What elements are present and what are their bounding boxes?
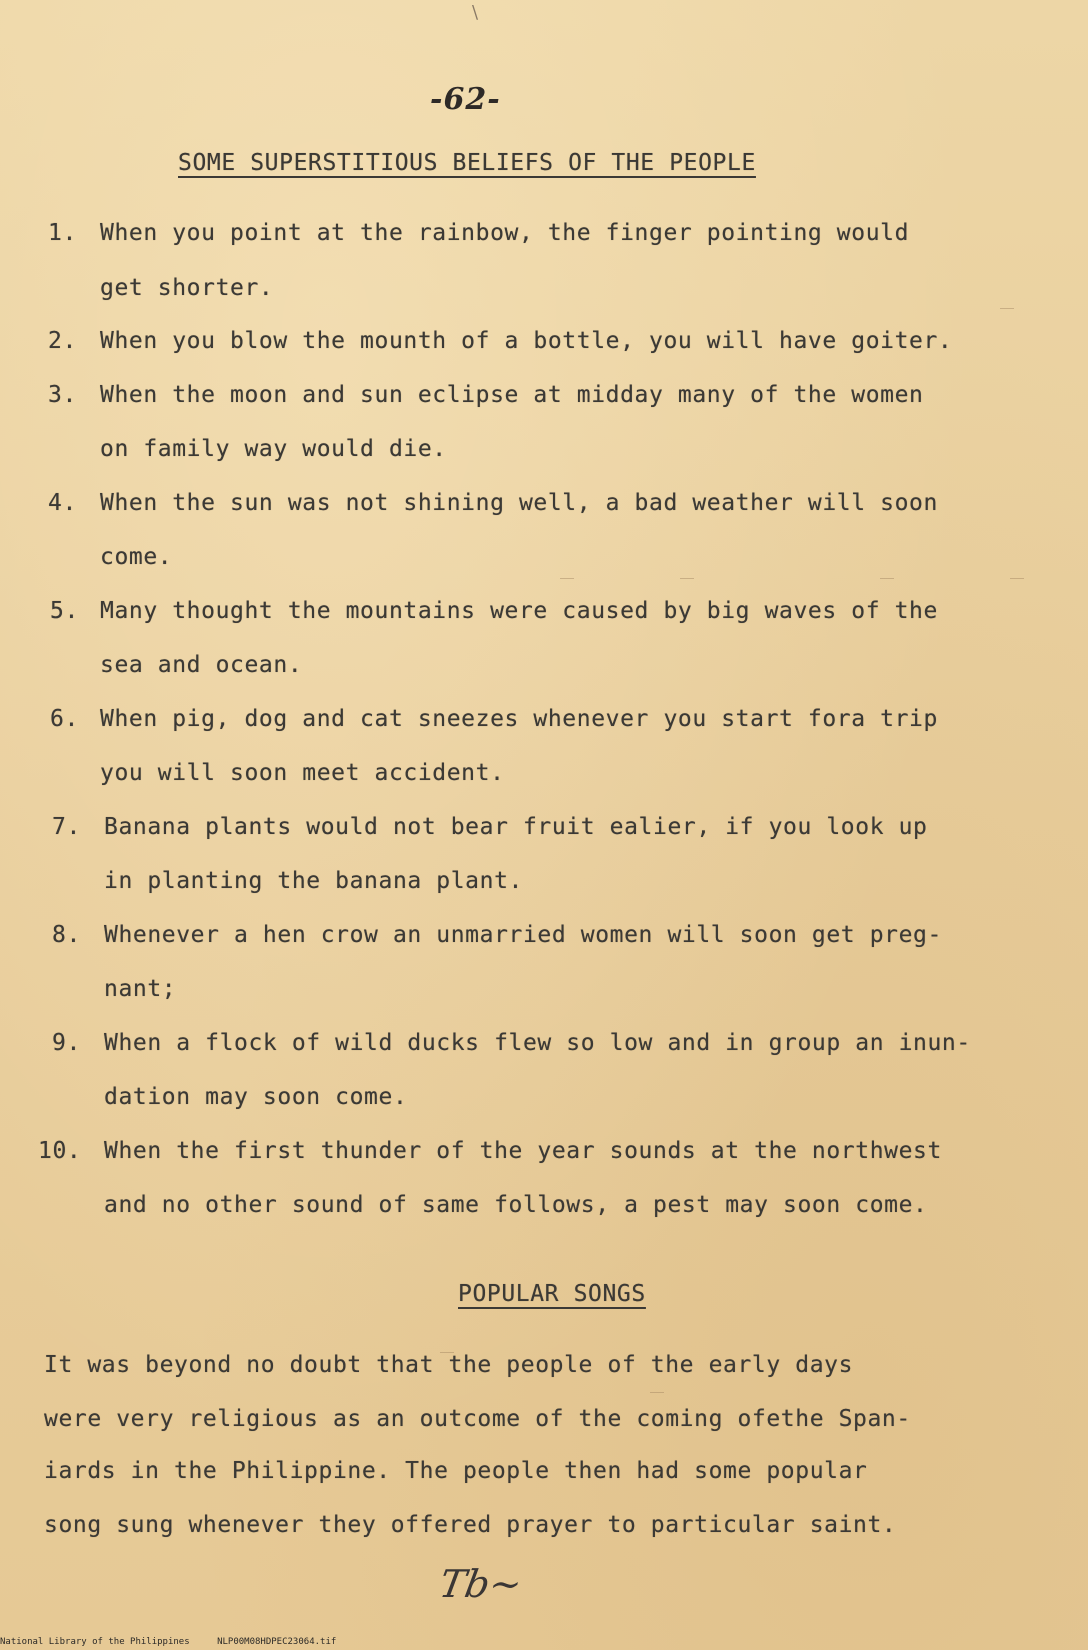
belief-number: 4. xyxy=(48,490,77,516)
paragraph-line: song sung whenever they offered prayer to particular saint. xyxy=(44,1512,897,1538)
belief-line: dation may soon come. xyxy=(104,1084,408,1110)
paragraph-line: It was beyond no doubt that the people of the early days xyxy=(44,1352,854,1378)
footer-file: NLP00M08HDPEC23064.tif xyxy=(217,1637,337,1647)
belief-number: 8. xyxy=(52,922,81,948)
paragraph-line: iards in the Philippine. The people then had some popular xyxy=(44,1458,868,1484)
belief-number: 9. xyxy=(52,1030,81,1056)
belief-line: When the moon and sun eclipse at midday many of the women xyxy=(100,382,924,408)
belief-number: 6. xyxy=(50,706,79,732)
belief-number: 3. xyxy=(48,382,77,408)
belief-line: When you point at the rainbow, the finger pointing would xyxy=(100,220,910,246)
belief-line: Many thought the mountains were caused by big waves of the xyxy=(100,598,938,624)
paper-mark xyxy=(680,578,694,579)
paper-mark xyxy=(650,1392,664,1393)
paper-mark xyxy=(440,1352,454,1353)
belief-line: you will soon meet accident. xyxy=(100,760,505,786)
belief-line: When the first thunder of the year sounds at the northwest xyxy=(104,1138,942,1164)
belief-line: in planting the banana plant. xyxy=(104,868,523,894)
paper-mark xyxy=(560,578,574,579)
scan-footer xyxy=(0,1637,358,1647)
belief-line: Banana plants would not bear fruit ealier, if you look up xyxy=(104,814,928,840)
paper-mark xyxy=(880,578,894,579)
belief-line: on family way would die. xyxy=(100,436,447,462)
page-number: -62- xyxy=(430,82,501,117)
top-mark: \ xyxy=(472,2,479,23)
belief-number: 5. xyxy=(50,598,79,624)
belief-line: When you blow the mounth of a bottle, you will have goiter. xyxy=(100,328,953,354)
belief-line: When the sun was not shining well, a bad weather will soon xyxy=(100,490,938,516)
belief-line: sea and ocean. xyxy=(100,652,303,678)
document-title: SOME SUPERSTITIOUS BELIEFS OF THE PEOPLE xyxy=(178,150,756,176)
belief-number: 1. xyxy=(48,220,77,246)
belief-line: and no other sound of same follows, a pest may soon come. xyxy=(104,1192,928,1218)
footer-library: National Library of the Philippines xyxy=(0,1637,190,1647)
belief-line: come. xyxy=(100,544,173,570)
belief-line: When pig, dog and cat sneezes whenever you start fora trip xyxy=(100,706,938,732)
belief-number: 10. xyxy=(38,1138,82,1164)
belief-line: When a flock of wild ducks flew so low and in group an inun- xyxy=(104,1030,971,1056)
section-heading: POPULAR SONGS xyxy=(458,1281,646,1307)
belief-line: Whenever a hen crow an unmarried women will soon get preg- xyxy=(104,922,942,948)
handwritten-initials: Tb~ xyxy=(436,1562,526,1606)
belief-number: 7. xyxy=(52,814,81,840)
belief-line: nant; xyxy=(104,976,177,1002)
belief-line: get shorter. xyxy=(100,275,274,301)
paragraph-line: were very religious as an outcome of the coming ofethe Span- xyxy=(44,1406,911,1432)
belief-number: 2. xyxy=(48,328,77,354)
paper-mark xyxy=(1000,308,1014,309)
paper-mark xyxy=(1010,578,1024,579)
